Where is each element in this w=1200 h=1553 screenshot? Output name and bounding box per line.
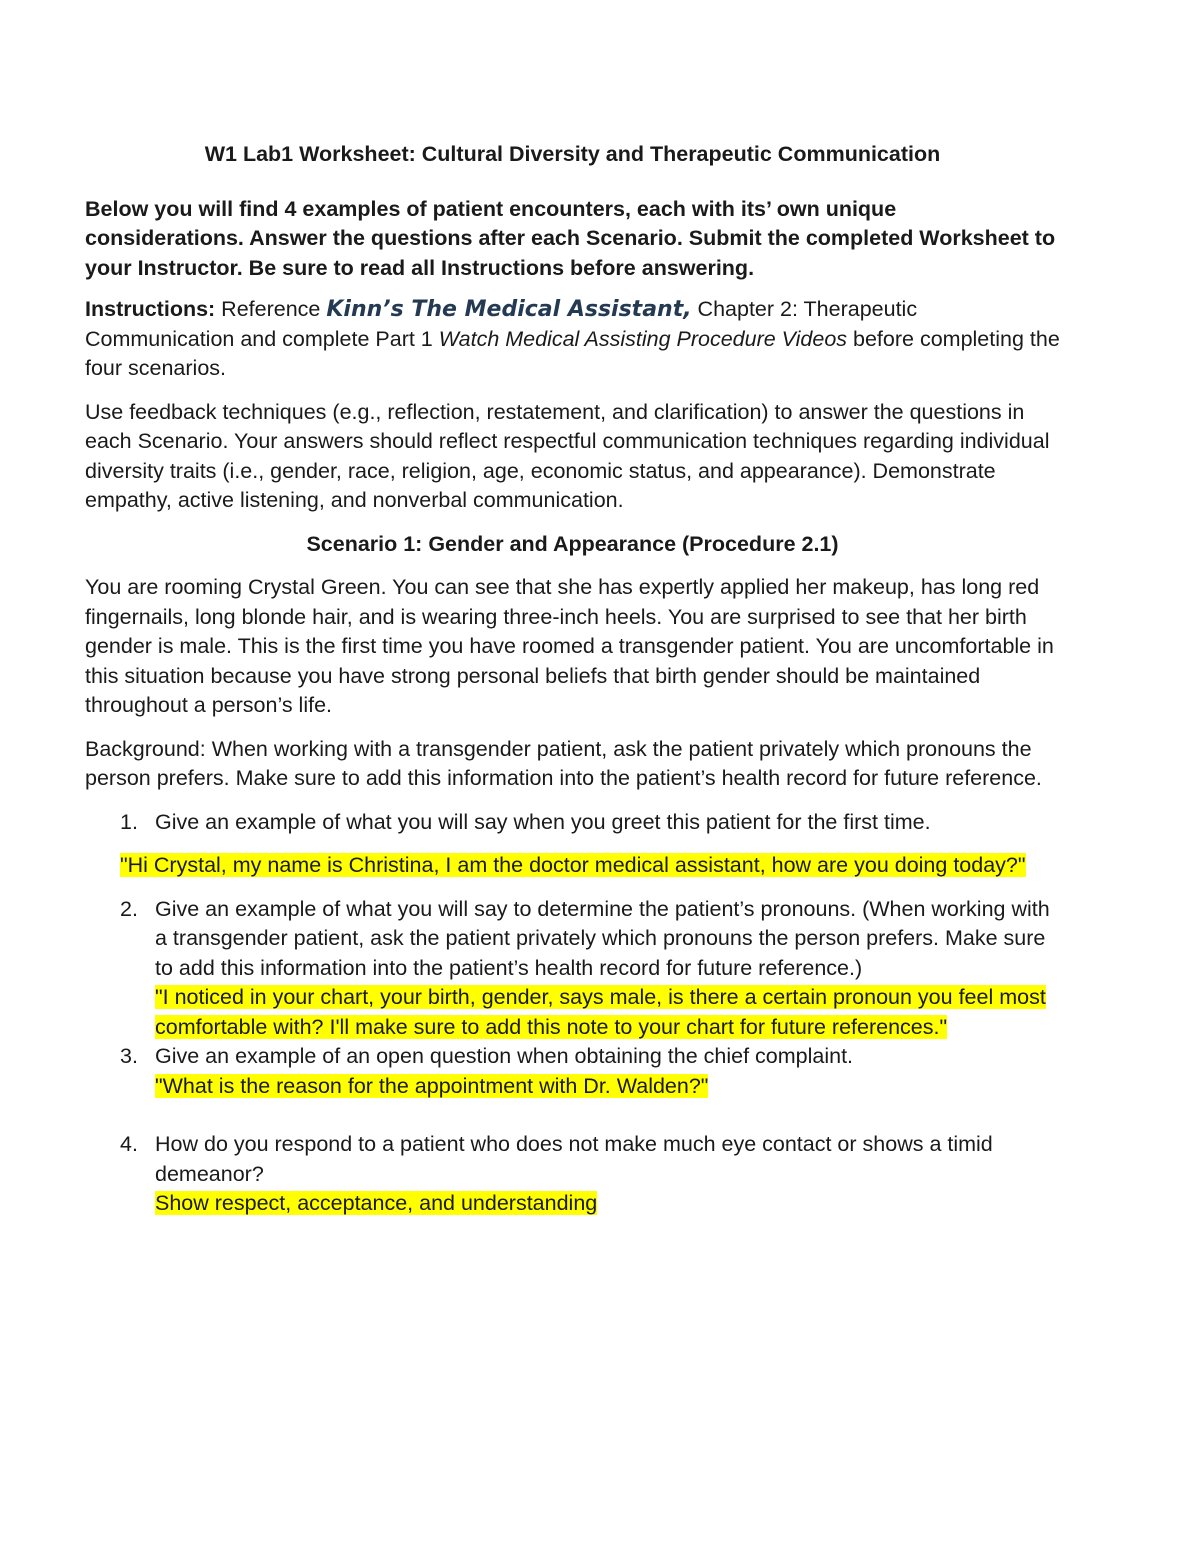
scenario-1-heading: Scenario 1: Gender and Appearance (Procedure 2.1) bbox=[306, 531, 839, 556]
answer-1: "Hi Crystal, my name is Christina, I am the doctor medical assistant, how are you doing today?" bbox=[120, 853, 1026, 877]
question-2 bbox=[85, 895, 1060, 1043]
answer-2: "I noticed in your chart, your birth, gender, says male, is there a certain pronoun you feel most comfortable with? I'll make sure to add this note to your chart for future references." bbox=[155, 985, 1046, 1039]
instructions-text-1: Reference bbox=[215, 297, 327, 321]
answer-4: Show respect, acceptance, and understanding bbox=[155, 1191, 598, 1215]
question-1 bbox=[85, 808, 1060, 838]
instructions-text-2: Chapter 2: Therapeutic Communication and complete Part 1 bbox=[85, 297, 918, 351]
feedback-paragraph: Use feedback techniques (e.g., reflection, restatement, and clarification) to answer the questions in each Scenario. Your answers should reflect respectful communication techniques regarding individual diversity traits (i.e., gender, race, religion, age, economic status, and appearance). Demonstrate empathy, active listening, and nonverbal communication. bbox=[85, 399, 1050, 512]
question-number: 1. bbox=[120, 809, 138, 834]
answer-1-block bbox=[85, 851, 1060, 881]
question-text: Give an example of what you will say to determine the patient’s pronouns. (When working with a transgender patient, ask the patient privately which pronouns the person prefers. Make sure to add this information into the patient’s health record for future reference.) bbox=[155, 896, 1050, 980]
instructions-text-3: before completing the four scenarios. bbox=[85, 326, 1060, 380]
question-3 bbox=[85, 1042, 1060, 1101]
scenario-1-background: Background: When working with a transgender patient, ask the patient privately which pronouns the person prefers. Make sure to add this information into the patient’s health record for future reference. bbox=[85, 736, 1042, 790]
worksheet-title: W1 Lab1 Worksheet: Cultural Diversity and Therapeutic Communication bbox=[204, 142, 941, 166]
question-text: Give an example of what you will say when you greet this patient for the first time. bbox=[155, 809, 931, 834]
scenario-1-description: You are rooming Crystal Green. You can see that she has expertly applied her makeup, has long red fingernails, long blonde hair, and is wearing three-inch heels. You are surprised to see that her birth gender is male. This is the first time you have roomed a transgender patient. You are uncomfortable in this situation because you have strong personal beliefs that birth gender should be maintained throughout a person’s life. bbox=[85, 575, 1054, 717]
question-text: How do you respond to a patient who does not make much eye contact or shows a timid demeanor? bbox=[155, 1132, 993, 1186]
instructions-paragraph bbox=[85, 295, 1060, 384]
question-4 bbox=[85, 1130, 1060, 1219]
document-body bbox=[85, 140, 1060, 1219]
question-text: Give an example of an open question when obtaining the chief complaint. bbox=[155, 1044, 854, 1068]
question-number: 2. bbox=[120, 896, 138, 921]
question-number: 4. bbox=[120, 1132, 138, 1156]
instructions-label: Instructions: bbox=[85, 297, 216, 321]
question-number: 3. bbox=[120, 1044, 138, 1068]
question-list bbox=[85, 808, 1060, 1219]
answer-3: "What is the reason for the appointment with Dr. Walden?" bbox=[155, 1073, 709, 1098]
intro-paragraph: Below you will find 4 examples of patient encounters, each with its’ own unique considerations. Answer the questions after each Scenario. Submit the completed Worksheet to your Instructor. Be sure to read all Instructions before answering. bbox=[85, 196, 1056, 280]
book-title: Kinn’s The Medical Assistant, bbox=[326, 297, 692, 322]
video-reference: Watch Medical Assisting Procedure Videos bbox=[438, 326, 848, 351]
